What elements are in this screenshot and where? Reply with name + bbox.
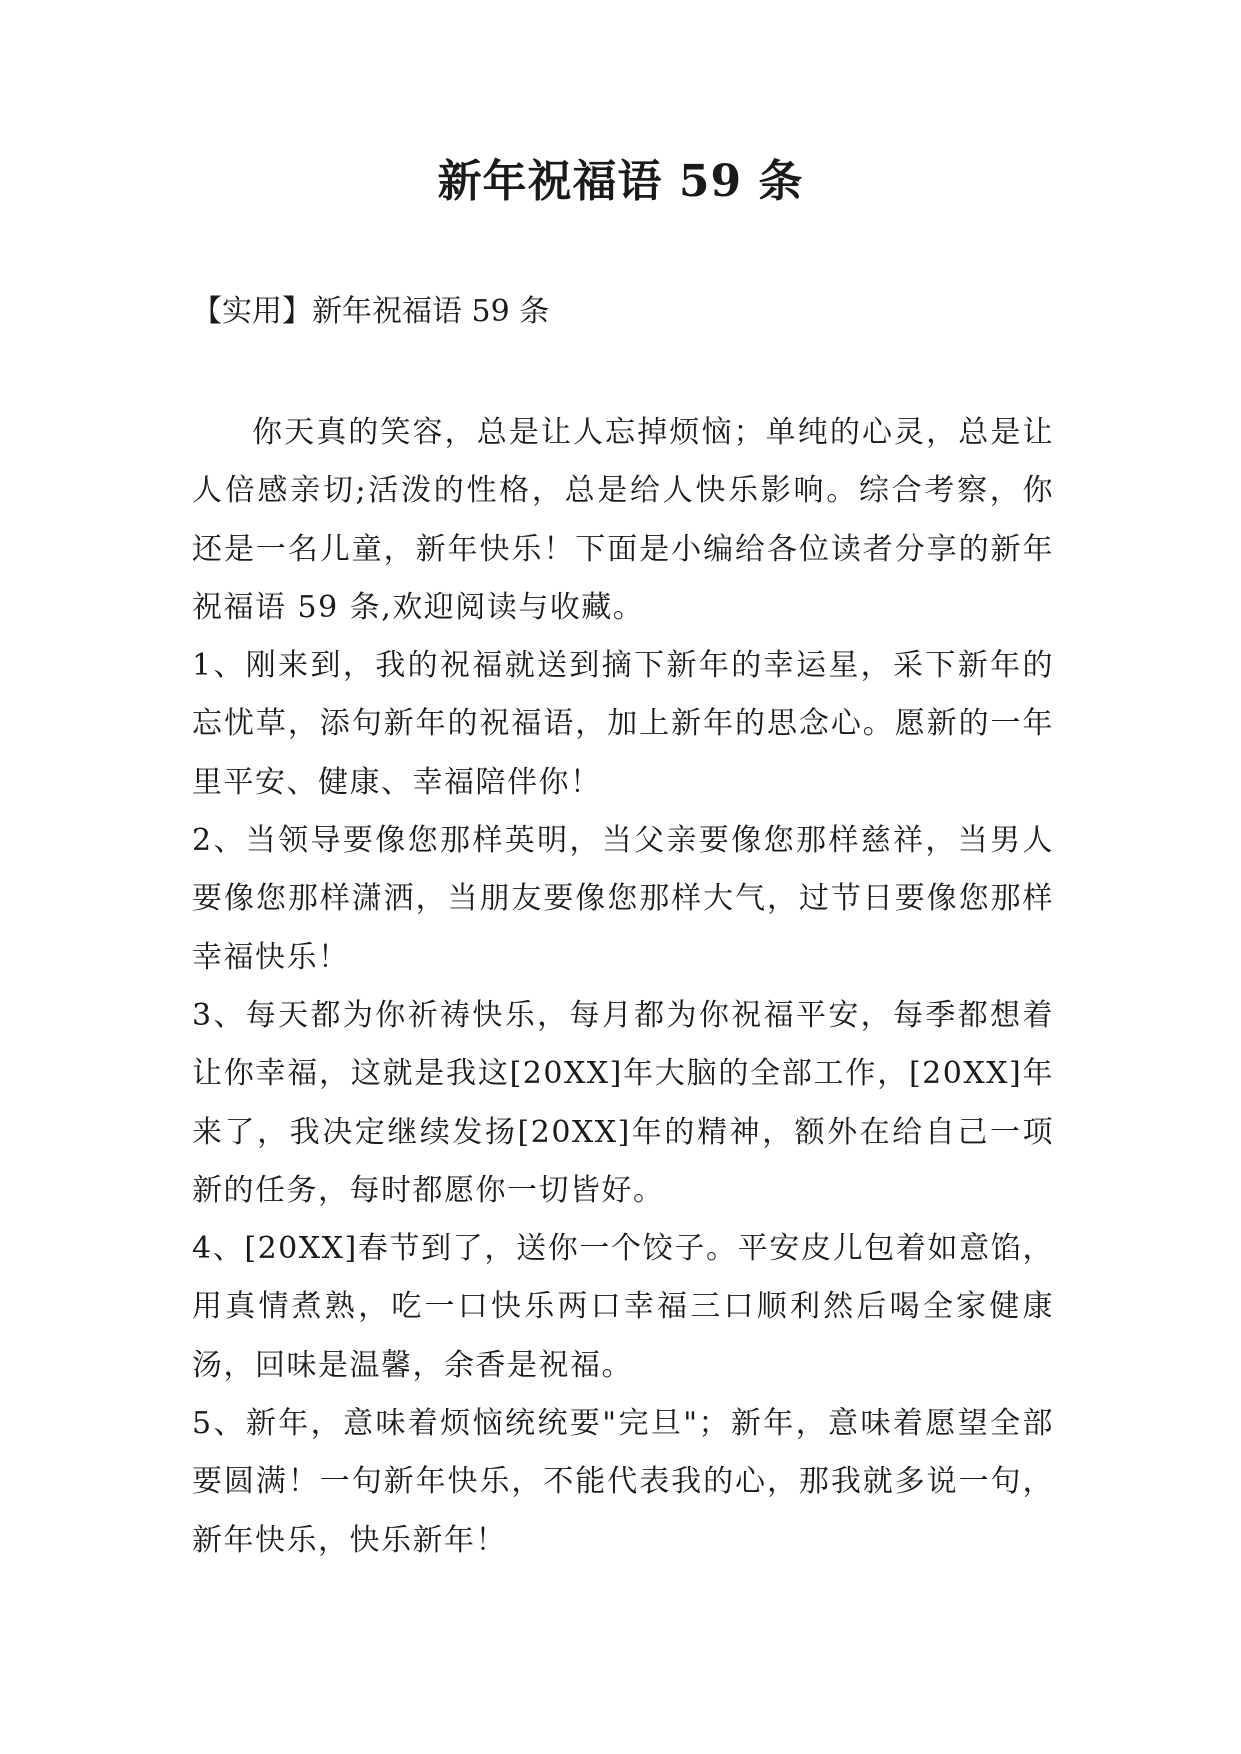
document-title: 新年祝福语 59 条 <box>437 156 804 207</box>
intro-paragraph: 你天真的笑容，总是让人忘掉烦恼；单纯的心灵，总是让人倍感亲切;活泼的性格，总是给人快乐影响。综合考察，你还是一名儿童，新年快乐！下面是小编给各位读者分享的新年祝福语 59 条,欢迎阅读与收藏。 <box>192 415 1054 625</box>
list-item: 5、新年，意味着烦恼统统要"完旦"；新年，意味着愿望全部要圆满！一句新年快乐，不能代表我的心，那我就多说一句，新年快乐，快乐新年！ <box>192 1406 1054 1558</box>
document-subtitle: 【实用】新年祝福语 59 条 <box>192 294 550 329</box>
document-body <box>192 404 1054 1570</box>
list-item: 2、当领导要像您那样英明，当父亲要像您那样慈祥，当男人要像您那样潇洒，当朋友要像您那样大气，过节日要像您那样幸福快乐！ <box>192 823 1054 975</box>
list-item: 4、[20XX]春节到了，送你一个饺子。平安皮儿包着如意馅，用真情煮熟，吃一口快乐两口幸福三口顺利然后喝全家健康汤，回味是温馨，余香是祝福。 <box>192 1231 1054 1383</box>
list-item: 3、每天都为你祈祷快乐，每月都为你祝福平安，每季都想着让你幸福，这就是我这[20XX]年大脑的全部工作，[20XX]年来了，我决定继续发扬[20XX]年的精神，额外在给自己一项新的任务，每时都愿你一切皆好。 <box>192 997 1054 1208</box>
list-item: 1、刚来到，我的祝福就送到摘下新年的幸运星，采下新年的忘忧草，添句新年的祝福语，加上新年的思念心。愿新的一年里平安、健康、幸福陪伴你！ <box>192 648 1054 800</box>
